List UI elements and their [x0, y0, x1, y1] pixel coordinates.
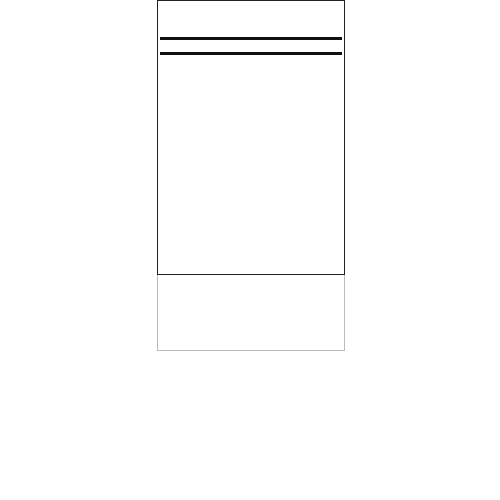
header-rule [160, 37, 342, 40]
column-rule [160, 52, 342, 55]
ingredients-box [157, 275, 345, 351]
nutrition-label [157, 0, 345, 275]
